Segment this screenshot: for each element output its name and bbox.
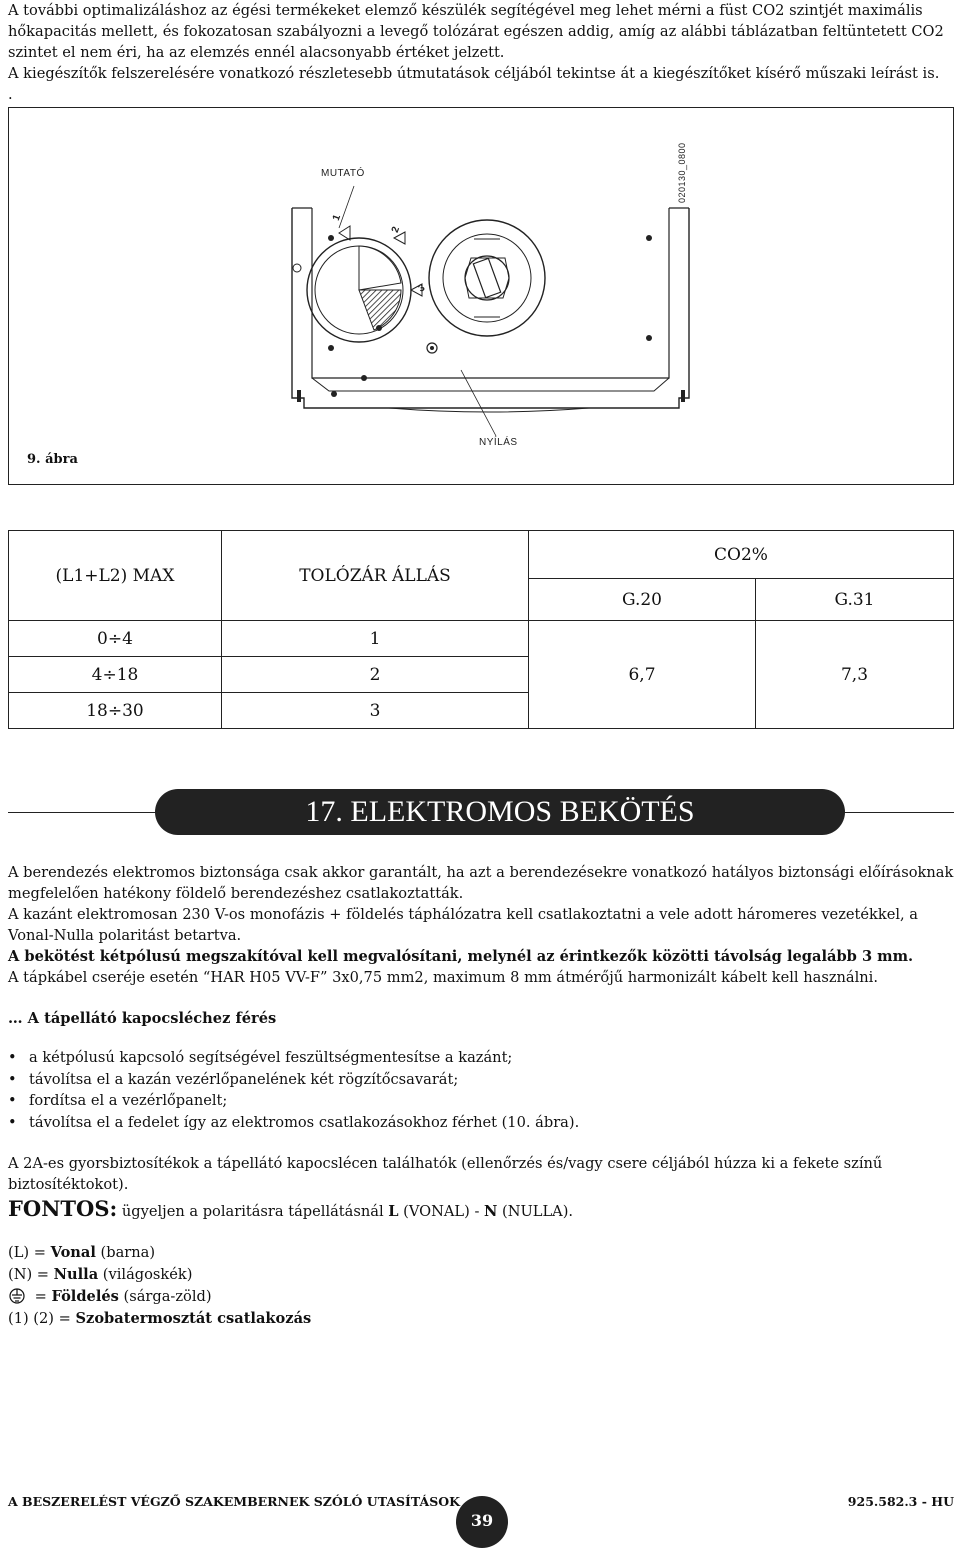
legend-term: Földelés — [51, 1288, 119, 1305]
list-item: • távolítsa el a fedelet így az elektromos csatlakozásokhoz férhet (10. ábra). — [8, 1112, 954, 1134]
legend-desc: (sárga-zöld) — [118, 1288, 212, 1305]
wiring-legend — [8, 1242, 311, 1330]
body-paragraph-2: A kazánt elektromosan 230 V-os monofázis + földelés táphálózatra kell csatlakoztatni a vele adott háromeres vezetékkel, a Vonal-Nulla polaritást betartva. — [8, 906, 918, 944]
earth-ground-icon — [8, 1288, 30, 1304]
subheading-access: … A tápellátó kapocsléchez férés — [8, 1010, 277, 1027]
section-title: 17. ELEKTROMOS BEKÖTÉS — [155, 789, 845, 835]
legend-key: (L) = — [8, 1244, 51, 1261]
legend-row — [8, 1264, 311, 1286]
g20-value: 6,7 — [529, 621, 756, 729]
co2-table — [8, 530, 954, 729]
legend-row — [8, 1242, 311, 1264]
boiler-burner-drawing — [9, 108, 953, 484]
position-cell: 2 — [222, 657, 529, 693]
figure-9-frame — [8, 107, 954, 485]
figure-mark-3: 3 — [416, 282, 428, 295]
important-n: N — [484, 1203, 498, 1220]
header-tolozar-allas: TOLÓZÁR ÁLLÁS — [222, 531, 529, 621]
position-cell: 3 — [222, 693, 529, 729]
legend-term: Nulla — [53, 1266, 99, 1283]
header-co2: CO2% — [529, 531, 954, 579]
header-l1l2-max: (L1+L2) MAX — [9, 531, 222, 621]
figure-caption: 9. ábra — [27, 452, 78, 467]
figure-mark-1: 1 — [330, 212, 344, 223]
list-item: • fordítsa el a vezérlőpanelt; — [8, 1090, 954, 1112]
legend-row — [8, 1308, 311, 1330]
figure-mark-2: 2 — [389, 224, 403, 235]
range-cell: 4÷18 — [9, 657, 222, 693]
steps-list — [8, 1047, 954, 1133]
fuse-paragraph: A 2A-es gyorsbiztosítékok a tápellátó kapocslécen találhatók (ellenőrzés és/vagy csere céljából húzza ki a fekete színű biztosítéktokot). — [8, 1155, 883, 1193]
important-text: (VONAL) - — [398, 1203, 485, 1220]
legend-key: (1) (2) = — [8, 1310, 76, 1327]
footer-doc-code: 925.582.3 - HU — [847, 1494, 954, 1509]
list-item: • távolítsa el a kazán vezérlőpanelének két rögzítőcsavarát; — [8, 1069, 954, 1091]
legend-term: Szobatermosztát csatlakozás — [75, 1310, 312, 1327]
important-text: (NULLA). — [497, 1203, 574, 1220]
important-note — [8, 1196, 954, 1221]
intro-paragraph-2: A kiegészítők felszerelésére vonatkozó részletesebb útmutatások céljából tekintse át a kiegészítőket kísérő műszaki leírást is. — [8, 65, 940, 82]
important-label: FONTOS: — [8, 1196, 118, 1221]
legend-key: = — [30, 1288, 52, 1305]
g31-value: 7,3 — [756, 621, 954, 729]
list-item: • a kétpólusú kapcsoló segítségével feszültségmentesítse a kazánt; — [8, 1047, 954, 1069]
legend-key: (N) = — [8, 1266, 54, 1283]
legend-row — [8, 1286, 311, 1308]
intro-paragraph-3: . — [8, 86, 13, 103]
intro-paragraph-1: A további optimalizáláshoz az égési termékeket elemző készülék segítégével meg lehet mérni a füst CO2 szintjét maximális hőkapacitás mellett, és fokozatosan szabályozni a levegő tolózárat egészen addig, amíg az alábbi táblázatban feltüntetett CO2 szintet el nem éri, ha az elemzés ennél alacsonyabb értéket jelzett. — [8, 2, 944, 61]
important-text: ügyeljen a polaritásra tápellátásnál — [117, 1203, 389, 1220]
legend-desc: (barna) — [95, 1244, 156, 1261]
range-cell: 18÷30 — [9, 693, 222, 729]
body-text — [8, 862, 954, 988]
figure-code: 020130_0800 — [677, 142, 687, 203]
page-number: 39 — [456, 1496, 508, 1548]
header-g20: G.20 — [529, 579, 756, 621]
legend-desc: (világoskék) — [98, 1266, 193, 1283]
body-paragraph-3: A bekötést kétpólusú megszakítóval kell megvalósítani, melynél az érintkezők közötti távolság legalább 3 mm. — [8, 948, 914, 965]
range-cell: 0÷4 — [9, 621, 222, 657]
intro-text — [8, 0, 954, 105]
position-cell: 1 — [222, 621, 529, 657]
figure-label-mutato: MUTATÓ — [321, 168, 365, 179]
section-heading — [8, 796, 954, 828]
body-paragraph-4: A tápkábel cseréje esetén “HAR H05 VV-F” 3x0,75 mm2, maximum 8 mm átmérőjű harmonizált kábelt kell használni. — [8, 969, 878, 986]
body-paragraph-1: A berendezés elektromos biztonsága csak akkor garantált, ha azt a berendezésekre vonatkozó hatályos biztonsági előírásoknak megfelelően hatékony földelő berendezéshez csatlakoztatták. — [8, 864, 954, 902]
important-l: L — [388, 1203, 399, 1220]
legend-term: Vonal — [50, 1244, 96, 1261]
footer-left: A BESZERELÉST VÉGZŐ SZAKEMBERNEK SZÓLÓ UTASÍTÁSOK — [8, 1494, 460, 1509]
header-g31: G.31 — [756, 579, 954, 621]
figure-label-nyilas: NYÍLÁS — [479, 437, 518, 448]
